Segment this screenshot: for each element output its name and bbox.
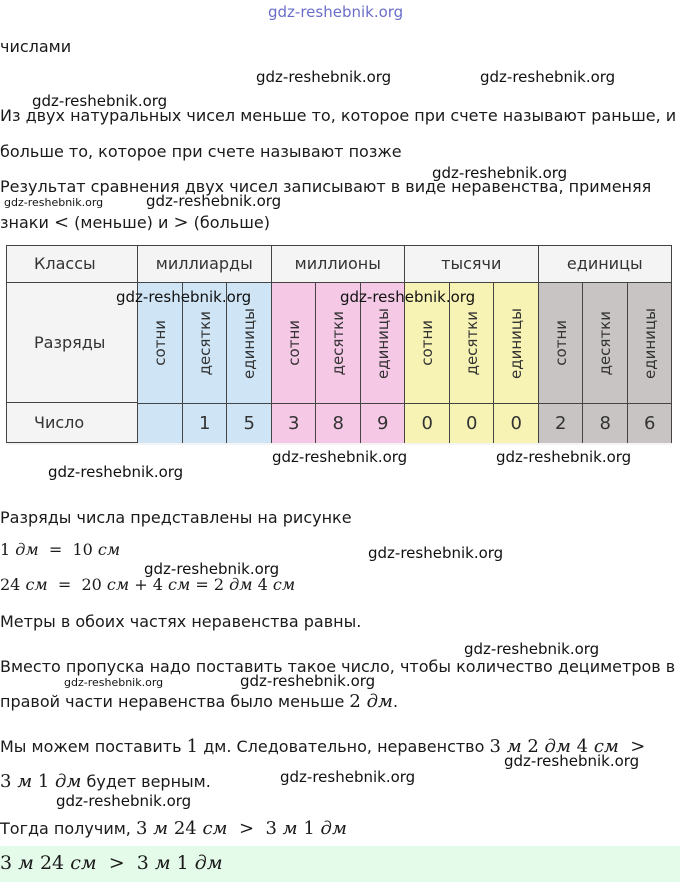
digit-cell: 8: [583, 403, 628, 443]
digit-cell: 9: [361, 403, 406, 443]
rank-label: десятки: [596, 310, 615, 376]
class-header: единицы: [539, 245, 673, 283]
watermark: gdz-reshebnik.org: [32, 92, 168, 110]
digit-cell: 0: [494, 403, 539, 443]
watermark: gdz-reshebnik.org: [368, 544, 504, 562]
text-line: Вместо пропуска надо поставить такое число, чтобы количество дециметров в: [0, 657, 676, 676]
text-line: Мы можем поставить 1 дм. Следовательно, неравенство 3 м 2 дм 4 см >: [0, 736, 646, 757]
less-sign: <: [53, 212, 70, 233]
text-line: Метры в обоих частях неравенства равны.: [0, 612, 362, 631]
ranks-table: [6, 245, 672, 445]
digit-cell: 3: [272, 403, 317, 443]
rank-label: единицы: [240, 307, 259, 379]
digit-cell: 0: [450, 403, 495, 443]
text-line: [0, 212, 270, 233]
rank-label: десятки: [462, 310, 481, 376]
text-line: Разряды числа представлены на рисунке: [0, 508, 352, 527]
watermark: gdz-reshebnik.org: [4, 196, 104, 209]
text-line: Тогда получим, 3 м 24 см > 3 м 1 дм: [0, 818, 347, 839]
digit-cell: 1: [183, 403, 228, 443]
rank-label: единицы: [507, 307, 526, 379]
digit-cell: 2: [539, 403, 584, 443]
text-line: Из двух натуральных чисел меньше то, которое при счете называют раньше, и: [0, 106, 677, 125]
watermark: gdz-reshebnik.org: [504, 752, 640, 770]
digit-cell: 6: [628, 403, 673, 443]
watermark: gdz-reshebnik.org: [256, 68, 392, 86]
watermark: gdz-reshebnik.org: [144, 560, 280, 578]
text-line: числами: [0, 37, 72, 56]
rank-label: сотни: [151, 320, 170, 366]
class-header: миллиарды: [138, 245, 272, 283]
watermark: gdz-reshebnik.org: [280, 768, 416, 786]
watermark: gdz-reshebnik.org: [240, 672, 376, 690]
text-fragment: знаки: [0, 213, 49, 232]
answer-text: 3 м 24 см > 3 м 1 дм: [0, 852, 223, 874]
text-line: больше то, которое при счете называют позже: [0, 142, 402, 161]
equation-1: 1 дм = 10 см: [0, 540, 121, 559]
watermark-top: gdz-reshebnik.org: [268, 3, 404, 21]
digit-cell: [138, 403, 183, 443]
answer-box: [0, 846, 680, 882]
text-fragment: (меньше) и: [74, 213, 169, 232]
class-header: миллионы: [272, 245, 406, 283]
watermark: gdz-reshebnik.org: [464, 640, 600, 658]
rank-label: сотни: [551, 320, 570, 366]
equation-2: 24 см = 20 см + 4 см = 2 дм 4 см: [0, 575, 296, 594]
digit-cell: 8: [316, 403, 361, 443]
watermark: gdz-reshebnik.org: [496, 448, 632, 466]
row-label-classes: Классы: [6, 245, 138, 283]
greater-sign: >: [173, 212, 189, 233]
watermark: gdz-reshebnik.org: [56, 792, 192, 810]
rank-label: сотни: [418, 320, 437, 366]
watermark: gdz-reshebnik.org: [116, 288, 252, 306]
text-line: Результат сравнения двух чисел записывают в виде неравенства, применяя: [0, 177, 652, 196]
digit-cell: 5: [227, 403, 272, 443]
row-label-ranks: Разряды: [6, 283, 138, 403]
row-label-number: Число: [6, 403, 138, 443]
digit-cell: 0: [405, 403, 450, 443]
rank-label: десятки: [195, 310, 214, 376]
watermark: gdz-reshebnik.org: [48, 463, 184, 481]
watermark: gdz-reshebnik.org: [64, 676, 164, 689]
rank-label: десятки: [329, 310, 348, 376]
rank-label: сотни: [284, 320, 303, 366]
watermark: gdz-reshebnik.org: [340, 288, 476, 306]
watermark: gdz-reshebnik.org: [146, 192, 282, 210]
watermark: gdz-reshebnik.org: [432, 164, 568, 182]
text-fragment: (больше): [193, 213, 270, 232]
text-line: 3 м 1 дм будет верным.: [0, 771, 211, 792]
class-header: тысячи: [405, 245, 539, 283]
rank-label: единицы: [640, 307, 659, 379]
watermark: gdz-reshebnik.org: [272, 448, 408, 466]
text-line: правой части неравенства было меньше 2 дм.: [0, 691, 399, 712]
rank-label: единицы: [373, 307, 392, 379]
watermark: gdz-reshebnik.org: [480, 68, 616, 86]
